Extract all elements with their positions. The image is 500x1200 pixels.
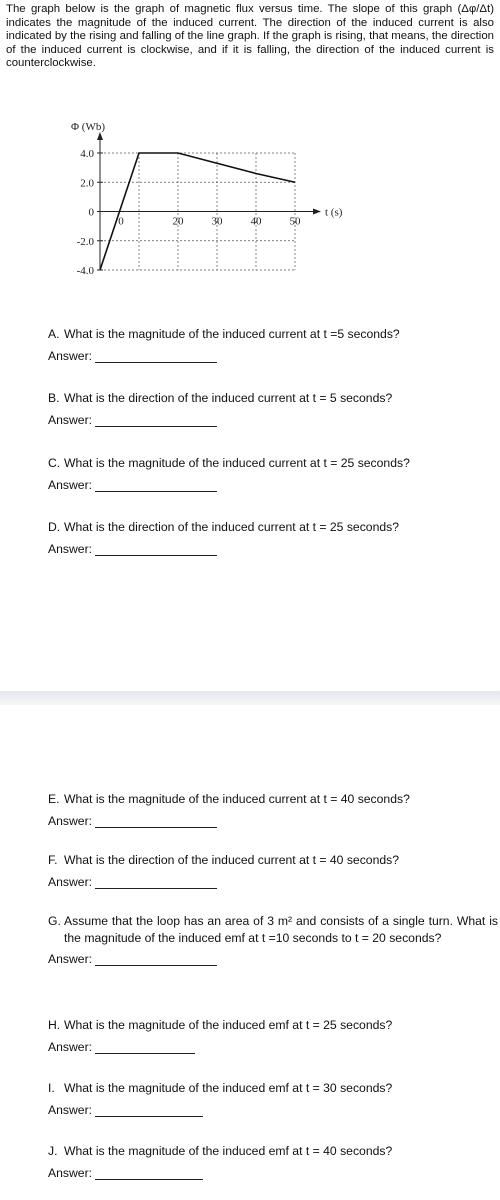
answer-label: Answer: [48, 1165, 93, 1180]
y-tick-label: 0 [88, 206, 94, 219]
question-text: What is the magnitude of the induced emf at t = 30 seconds? [64, 1081, 393, 1095]
question-text: What is the magnitude of the induced current at t = 40 seconds? [64, 792, 410, 806]
question-letter: F. [48, 853, 58, 867]
y-tick-label: -2.0 [76, 235, 94, 248]
answer-label: Answer: [48, 412, 93, 427]
answer-blank[interactable] [95, 877, 217, 889]
question-letter: J. [48, 1144, 58, 1158]
answer-blank[interactable] [95, 480, 217, 492]
x-tick-label: 50 [289, 215, 301, 228]
answer-label: Answer: [48, 952, 93, 966]
question-letter: E. [48, 792, 60, 806]
question-e [48, 791, 498, 828]
question-text: What is the magnitude of the induced emf at t = 25 seconds? [64, 1018, 393, 1032]
answer-label: Answer: [48, 1039, 93, 1054]
answer-blank[interactable] [95, 954, 217, 966]
question-letter: D. [48, 520, 61, 534]
y-tick-label: 4.0 [80, 148, 94, 160]
answer-blank[interactable] [95, 544, 217, 556]
question-b [48, 390, 498, 427]
x-axis-arrow [313, 209, 321, 215]
question-j [48, 1143, 498, 1180]
question-letter: B. [48, 391, 60, 405]
answer-label: Answer: [48, 813, 93, 828]
answer-blank[interactable] [95, 1105, 203, 1117]
question-letter: I. [48, 1081, 55, 1095]
question-g [48, 913, 498, 966]
question-text: What is the direction of the induced current at t = 25 seconds? [64, 520, 400, 534]
question-c [48, 455, 498, 492]
question-letter: C. [48, 456, 61, 470]
answer-blank[interactable] [95, 1042, 195, 1054]
y-axis-label: Φ (Wb) [71, 121, 105, 133]
x-axis-label: t (s) [325, 206, 343, 219]
flux-time-graph [55, 118, 375, 288]
answer-label: Answer: [48, 1102, 93, 1117]
question-a [48, 326, 498, 363]
question-text: What is the direction of the induced current at t = 40 seconds? [64, 853, 400, 867]
answer-label: Answer: [48, 348, 93, 363]
x-tick-label: 30 [211, 215, 223, 228]
question-letter: A. [48, 327, 60, 341]
answer-blank[interactable] [95, 816, 217, 828]
question-letter: H. [48, 1018, 61, 1032]
y-tick-label: 2.0 [80, 177, 94, 190]
answer-blank[interactable] [95, 351, 217, 363]
intro-paragraph: The graph below is the graph of magnetic flux versus time. The slope of this graph (Δφ/Δt) indicates the magnitude of the induced current. The direction of the induced current is also indicated by the rising and falling of the line graph. If the graph is rising, that means, the direction of the induced current is clockwise, and if it is falling, the direction of the induced current is counterclockwise. [6, 3, 494, 70]
question-h [48, 1017, 498, 1054]
page-break-divider [0, 691, 500, 705]
y-axis-arrow [97, 132, 103, 140]
question-f [48, 852, 498, 889]
answer-blank[interactable] [95, 1168, 203, 1180]
question-d [48, 519, 498, 556]
question-text: What is the magnitude of the induced current at t =5 seconds? [64, 327, 400, 341]
answer-label: Answer: [48, 477, 93, 492]
x-tick-label: 40 [250, 215, 262, 228]
x-tick-label: 0 [118, 215, 124, 228]
question-text: What is the direction of the induced current at t = 5 seconds? [64, 391, 393, 405]
flux-time-chart [55, 118, 375, 288]
answer-label: Answer: [48, 541, 93, 556]
question-text: What is the magnitude of the induced emf at t = 40 seconds? [64, 1144, 393, 1158]
answer-blank[interactable] [95, 415, 217, 427]
y-tick-label: -4.0 [76, 265, 94, 277]
question-text: Assume that the loop has an area of 3 m² and consists of a single turn. What is the magnitude of the induced emf at t =10 seconds to t = 20 seconds? [64, 914, 498, 945]
question-i [48, 1080, 498, 1117]
question-text: What is the magnitude of the induced current at t = 25 seconds? [64, 456, 410, 470]
answer-label: Answer: [48, 874, 93, 889]
question-letter: G. [48, 914, 61, 928]
x-tick-label: 20 [172, 215, 184, 228]
